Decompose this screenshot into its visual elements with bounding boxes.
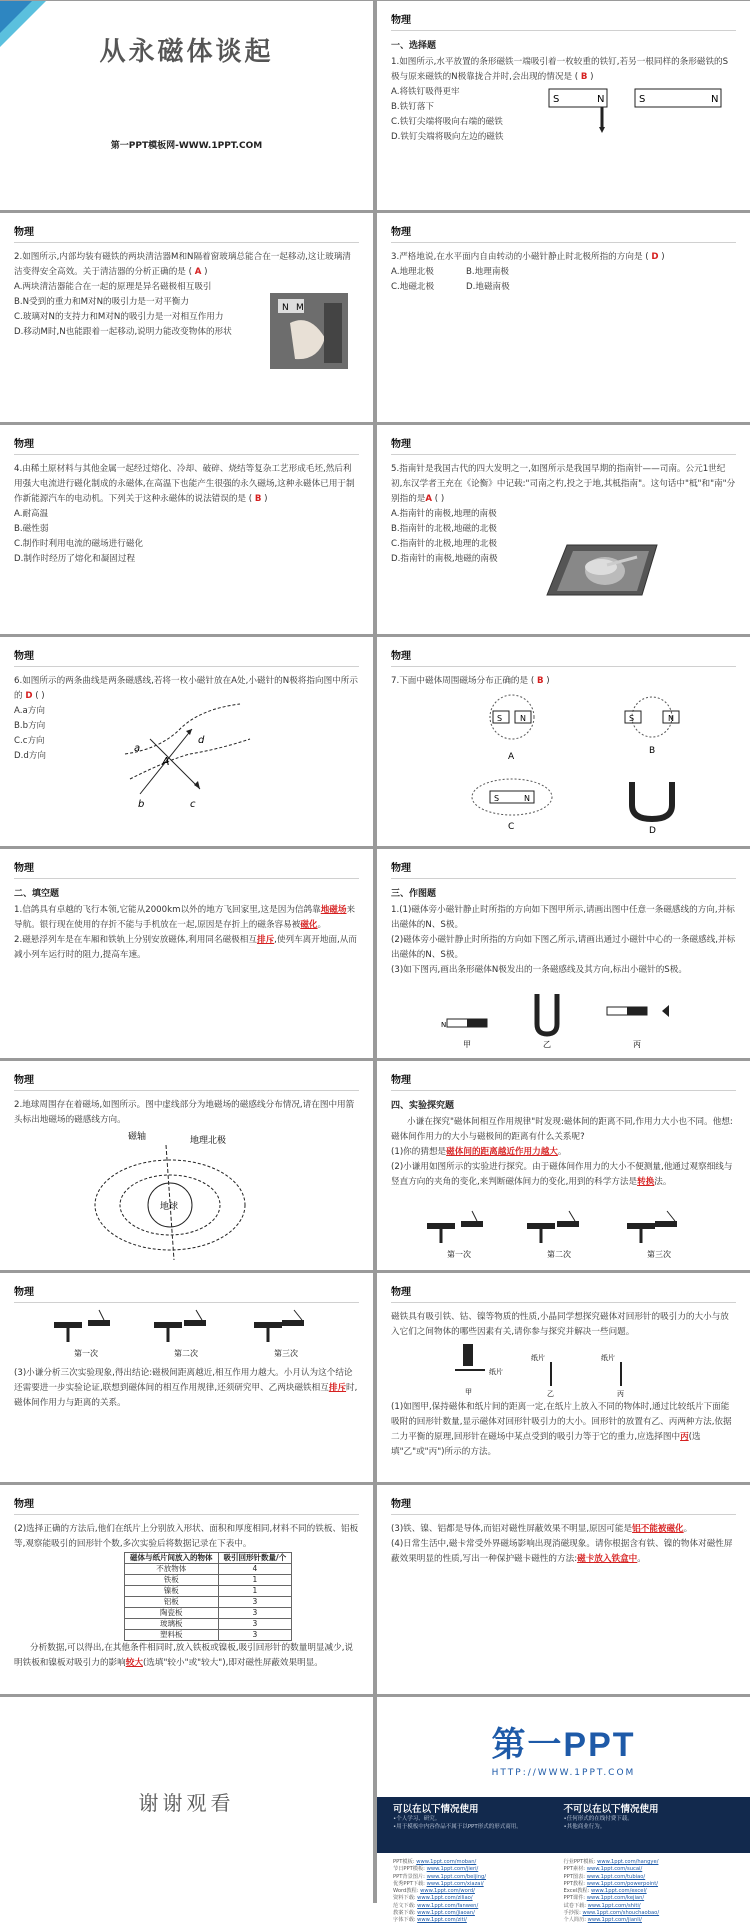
link-row: 节日PPT模板: www.1ppt.com/jieri/ <box>393 1866 479 1873</box>
ppt-logo-area <box>377 1697 750 1797</box>
slide-header: 物理 <box>14 1071 359 1091</box>
question-text: 1.信鸽具有卓越的飞行本领,它能从2000km以外的地方飞回家里,这是因为信鸽靠地磁场来导航。银行现在使用的存折不能与手机放在一起,原因是存折上的磁条容易被磁化。 <box>14 905 356 930</box>
slide-q3[interactable] <box>377 213 750 422</box>
options-list <box>14 507 359 567</box>
resource-link[interactable]: www.1ppt.com/shiti/ <box>587 1902 641 1909</box>
table-row: 不放物体 4 <box>125 1564 292 1575</box>
option: D.指南针的南极,地磁的南极 <box>391 554 498 564</box>
question-text: 2.磁悬浮列车是在车厢和铁轨上分别安放磁体,利用同名磁极相互排斥,使列车离开地面,从而减小列车运行时的阻力,提高车速。 <box>14 935 357 960</box>
slide-experiment-4[interactable] <box>0 1485 373 1694</box>
slide-header: 物理 <box>391 435 736 455</box>
svg-text:磁轴: 磁轴 <box>128 1132 147 1142</box>
options-list <box>14 704 134 764</box>
section-title: 一、选择题 <box>391 41 437 51</box>
drawing-figures <box>437 989 697 1051</box>
link-row: PPT课件: www.1ppt.com/kejian/ <box>563 1895 645 1902</box>
question-text: 5.指南针是我国古代的四大发明之一,如图所示是我国早期的指南针——司南。公元1世纪初,东汉学者王充在《论衡》中记载:"司南之杓,投之于地,其柢指南"。这句话中"柢"和"南"分别指的是A ( ) <box>391 464 736 504</box>
svg-text:c: c <box>190 799 196 810</box>
usage-bar: 可以在以下情况使用 •个人学习、研究。 •用于模板中内容作品不属于以PPT形式的形式商用。 不可以在以下情况使用 •任何形式的在线付费下载。 •其他商业行为。 <box>377 1797 750 1853</box>
svg-text:d: d <box>198 735 205 746</box>
slide-q7[interactable] <box>377 637 750 846</box>
paragraph: (4)日常生活中,磁卡常受外界磁场影响出现消磁现象。请你根据含有铁、镍的物体对磁性屏蔽效果明显的性质,写出一种保护磁卡磁性的方法:磁卡放入铁盒中。 <box>391 1539 733 1564</box>
link-row: PPT模板: www.1ppt.com/moban/ <box>393 1859 477 1865</box>
option: A.两块清洁器能合在一起的原理是异名磁极相互吸引 <box>14 282 212 292</box>
resource-link[interactable]: www.1ppt.com/jieri/ <box>426 1866 479 1873</box>
ppt-url[interactable]: HTTP://WWW.1PPT.COM <box>491 1767 636 1778</box>
link-row: 字体下载: www.1ppt.com/ziti/ <box>393 1917 467 1924</box>
question-text: 3.严格地说,在水平面内自由转动的小磁针静止时北极所指的方向是 ( D ) <box>391 252 665 262</box>
slide-header: 物理 <box>14 435 359 455</box>
section-title: 四、实验探究题 <box>391 1101 455 1111</box>
trials-figure <box>417 1211 717 1261</box>
link-row: PPT图表: www.1ppt.com/tubiao/ <box>563 1873 646 1880</box>
option: B.b方向 <box>14 721 46 731</box>
svg-text:甲: 甲 <box>465 1388 472 1396</box>
link-row: 手抄报: www.1ppt.com/shouchaobao/ <box>563 1910 660 1917</box>
resource-link[interactable]: www.1ppt.com/jiaoan/ <box>417 1910 475 1917</box>
option: A.耐高温 <box>14 509 49 519</box>
option: D.d方向 <box>14 751 46 761</box>
fill-answer: 丙 <box>680 1432 689 1442</box>
table-row: 镍板 1 <box>125 1586 292 1597</box>
option: A.地理北极 <box>391 267 434 277</box>
resource-link[interactable]: www.1ppt.com/beijing/ <box>426 1873 487 1880</box>
options-list <box>14 280 269 340</box>
options-list <box>391 507 531 567</box>
link-row: PPT背景图片: www.1ppt.com/beijing/ <box>393 1873 487 1880</box>
fill-answer: 较大 <box>125 1658 143 1668</box>
deck-subtitle: 第一PPT模板网-WWW.1PPT.COM <box>110 140 263 151</box>
question-text: 1.(1)磁体旁小磁针静止时所指的方向如下图甲所示,请画出图中任意一条磁感线的方向,并标出磁体的N、S极。 <box>391 905 735 930</box>
svg-text:A: A <box>508 752 515 762</box>
link-row: Word教程: www.1ppt.com/word/ <box>393 1888 475 1895</box>
option: B.N受到的重力和M对N的吸引力是一对平衡力 <box>14 297 189 307</box>
link-row: Excel教程: www.1ppt.com/excel/ <box>563 1888 647 1895</box>
slide-header: 物理 <box>14 647 359 667</box>
trials-figure <box>44 1310 344 1360</box>
slide-fill-blank[interactable] <box>0 849 373 1058</box>
slide-header: 物理 <box>391 223 736 243</box>
paperclip-figure <box>451 1342 681 1398</box>
resource-link[interactable]: www.1ppt.com/word/ <box>420 1888 475 1895</box>
svg-text:M: M <box>296 303 304 313</box>
link-row: PPT素材: www.1ppt.com/sucai/ <box>563 1866 643 1873</box>
slide-header: 物理 <box>391 859 736 879</box>
svg-text:A: A <box>162 755 170 768</box>
slide-q4[interactable] <box>0 425 373 634</box>
slide-q2[interactable] <box>0 213 373 422</box>
resource-link[interactable]: www.1ppt.com/powerpoint/ <box>586 1880 659 1887</box>
resource-link[interactable]: www.1ppt.com/ziti/ <box>417 1917 467 1924</box>
links-left <box>393 1859 564 1925</box>
slide-q1[interactable] <box>377 1 750 210</box>
paragraph: (1)如图甲,保持磁体和纸片间的距离一定,在纸片上放入不同的物体时,通过比较纸片下面能吸附的回形针数量,显示磁体对回形针吸引力的大小。回形针的放置有乙、丙两种方法,依据二力平衡的原理,回形针在磁场中某点受到的吸引力等于它的重力,应选择图中丙(选填"乙"或"丙")所示的方法。 <box>391 1402 732 1457</box>
svg-text:N: N <box>597 94 605 105</box>
svg-text:N: N <box>668 714 674 723</box>
slide-title[interactable] <box>0 1 373 210</box>
table-row: 玻璃板 3 <box>125 1619 292 1630</box>
option: C.c方向 <box>14 736 45 746</box>
option: B.磁性弱 <box>14 524 49 534</box>
table-row: 陶瓷板 3 <box>125 1608 292 1619</box>
resource-link[interactable]: www.1ppt.com/hangye/ <box>597 1859 659 1865</box>
svg-text:C: C <box>508 822 515 832</box>
svg-text:S: S <box>497 714 503 723</box>
resource-link[interactable]: www.1ppt.com/tubiao/ <box>586 1873 646 1880</box>
thanks-text: 谢谢观看 <box>138 1791 235 1815</box>
resource-link[interactable]: www.1ppt.com/xiazai/ <box>426 1880 484 1887</box>
table-row: 塑料板 3 <box>125 1630 292 1641</box>
link-row: 资料下载: www.1ppt.com/ziliao/ <box>393 1895 473 1902</box>
svg-text:纸片: 纸片 <box>489 1368 503 1376</box>
paragraph: 磁铁具有吸引铁、钴、镍等物质的性质,小晶同学想探究磁体对回形针的吸引力的大小与放入它们之间物体的哪些因素有关,请你参与探究并解决一些问题。 <box>391 1312 729 1337</box>
option: D.制作时经历了熔化和凝固过程 <box>14 554 136 564</box>
svg-text:乙: 乙 <box>543 1040 551 1049</box>
option: A.指南针的南极,地理的南极 <box>391 509 497 519</box>
link-row: 个人简历: www.1ppt.com/jianli/ <box>563 1917 642 1924</box>
svg-text:N: N <box>441 1021 447 1029</box>
question-text: (2)磁体旁小磁针静止时所指的方向如下图乙所示,请画出通过小磁针中心的一条磁感线,并标出磁体的N、S极。 <box>391 935 736 960</box>
svg-text:地理北极: 地理北极 <box>190 1136 227 1146</box>
slide-header: 物理 <box>391 1071 736 1091</box>
fill-answer: 磁化 <box>300 920 318 930</box>
ppt-logo: 第一PPT <box>491 1725 636 1764</box>
resource-link[interactable]: www.1ppt.com/shouchaobao/ <box>582 1910 660 1917</box>
paragraph: (3)铁、镍、铝都是导体,而铝对磁性屏蔽效果不明显,原因可能是铝不能被磁化。 <box>391 1524 693 1534</box>
earth-field-figure <box>90 1125 290 1265</box>
option: C.玻璃对N的支持力和M对N的吸引力是一对相互作用力 <box>14 312 224 322</box>
svg-text:丙: 丙 <box>633 1040 641 1049</box>
svg-text:D: D <box>649 826 656 836</box>
question-text: (3)如下图丙,画出条形磁体N极发出的一条磁感线及其方向,标出小磁针的S极。 <box>391 965 687 975</box>
magnet-field-options <box>417 687 717 837</box>
question-text: 4.由稀土原材料与其他金属一起经过熔化、冷却、破碎、烧结等复杂工艺形成毛坯,然后利用强大电流进行磁化制成的永磁体,在高温下也能产生很强的永久磁场,这种永磁体已用于制作新能源汽车的电动机。下列关于这种永磁体的说法错误的是 ( B ) <box>14 464 355 504</box>
question-text: 2.地球周围存在着磁场,如图所示。图中虚线部分为地磁场的磁感线分布情况,请在图中用箭头标出地磁场的磁感线方向。 <box>14 1100 355 1125</box>
svg-text:S: S <box>639 94 646 105</box>
field-lines-figure <box>120 699 260 809</box>
section-title: 二、填空题 <box>14 889 60 899</box>
fill-answer: 磁体间的距离越近作用力越大 <box>446 1147 558 1157</box>
question-text: 6.如图所示的两条曲线是两条磁感线,若将一枚小磁针放在A处,小磁针的N极将指向图中所示的 D ( ) <box>14 676 358 701</box>
options-list <box>391 265 541 295</box>
fill-answer: 铝不能被磁化 <box>632 1524 684 1534</box>
paragraph: (1)你的猜想是磁体间的距离越近作用力越大。 <box>391 1147 567 1157</box>
svg-text:第二次: 第二次 <box>547 1250 571 1259</box>
slide-header: 物理 <box>391 647 736 667</box>
svg-text:N: N <box>711 94 719 105</box>
option: D.移动M时,N也能跟着一起移动,说明力能改变物体的形状 <box>14 327 232 337</box>
svg-text:丙: 丙 <box>617 1390 624 1398</box>
answer: A <box>425 494 433 504</box>
slide-header: 物理 <box>14 1283 359 1303</box>
slide-drawing[interactable] <box>377 849 750 1058</box>
svg-text:N: N <box>520 714 526 723</box>
cleaner-photo <box>270 293 348 369</box>
resource-link[interactable]: www.1ppt.com/moban/ <box>416 1859 477 1865</box>
option: C.制作时利用电流的磁场进行磁化 <box>14 539 144 549</box>
paragraph: (3)小谦分析三次实验现象,得出结论:磁极间距离越近,相互作用力越大。小月认为这个结论还需要进一步实验论证,联想到磁体间的相互作用规律,还须研究甲、乙两块磁铁相互排斥时,磁体间作用力与距离的关系。 <box>14 1368 358 1408</box>
link-row: 行业PPT模板: www.1ppt.com/hangye/ <box>563 1859 659 1865</box>
slide-header: 物理 <box>391 11 736 31</box>
answer: D <box>25 691 33 701</box>
slide-q6[interactable] <box>0 637 373 846</box>
answer: B <box>254 494 262 504</box>
slide-q5[interactable] <box>377 425 750 634</box>
option: B.铁钉落下 <box>391 102 435 112</box>
resource-link[interactable]: www.1ppt.com/fanwen/ <box>417 1902 479 1909</box>
link-row: 范文下载: www.1ppt.com/fanwen/ <box>393 1902 479 1909</box>
can-use-title: 可以在以下情况使用 <box>393 1804 479 1815</box>
answer: B <box>580 72 588 82</box>
svg-text:第一次: 第一次 <box>74 1349 98 1358</box>
table-row: 铝板 3 <box>125 1597 292 1608</box>
corner-decoration-inner <box>0 1 32 33</box>
option: B.地理南极 <box>466 267 510 277</box>
svg-text:纸片: 纸片 <box>601 1354 615 1362</box>
question-text: 1.如图所示,水平放置的条形磁铁一端吸引着一枚较重的铁钉,若另一根同样的条形磁铁的S极与原来磁铁的N极靠拢合并时,会出现的情况是 ( B ) <box>391 57 729 82</box>
link-row: 优秀PPT下载: www.1ppt.com/xiazai/ <box>393 1880 484 1887</box>
option: D.地磁南极 <box>466 282 510 292</box>
resource-link[interactable]: www.1ppt.com/jianli/ <box>587 1917 642 1924</box>
question-text: 2.如图所示,内部均装有磁铁的两块清洁器M和N隔着窗玻璃总能合在一起移动,这让玻璃清洁变得安全高效。关于清洁器的分析正确的是 ( A ) <box>14 252 351 277</box>
paragraph: (2)小谦用如图所示的实验进行探究。由于磁体间作用力的大小不便测量,他通过观察细线与竖直方向的夹角的变化,来判断磁体间力的变化,用到的科学方法是转换法。 <box>391 1162 733 1187</box>
table-header: 磁体与纸片间放入的物体 <box>125 1553 219 1564</box>
table-header: 吸引回形针数量/个 <box>218 1553 292 1564</box>
slide-experiment-3[interactable] <box>377 1273 750 1482</box>
slide-header: 物理 <box>14 223 359 243</box>
fill-answer: 排斥 <box>256 935 275 945</box>
option: C.铁钉尖端将吸向右端的磁铁 <box>391 117 503 127</box>
svg-text:S: S <box>494 794 500 803</box>
link-row: 教案下载: www.1ppt.com/jiaoan/ <box>393 1910 475 1917</box>
fill-answer: 排斥 <box>328 1383 347 1393</box>
slide-experiment-5[interactable] <box>377 1485 750 1694</box>
paragraph: 小谦在探究"磁体间相互作用规律"时发现:磁体间的距离不同,作用力大小也不同。他想:磁体间作用力的大小与磁极间的距离有什么关系呢? <box>391 1117 733 1142</box>
slide-header: 物理 <box>14 859 359 879</box>
svg-text:N: N <box>524 794 530 803</box>
link-row: 试卷下载: www.1ppt.com/shiti/ <box>563 1902 641 1909</box>
question-text: 7.下面中磁体周围磁场分布正确的是 ( B ) <box>391 676 550 686</box>
links-right <box>564 1859 735 1925</box>
svg-text:第三次: 第三次 <box>647 1250 671 1259</box>
svg-text:S: S <box>553 94 560 105</box>
deck-title: 从永磁体谈起 <box>99 36 274 67</box>
slide-header: 物理 <box>391 1283 736 1303</box>
fill-answer: 转换 <box>637 1177 655 1187</box>
svg-text:乙: 乙 <box>547 1390 554 1398</box>
magnet-figure <box>547 87 737 137</box>
option: C.指南针的北极,地理的北极 <box>391 539 497 549</box>
paragraph: (2)选择正确的方法后,他们在纸片上分别放入形状、面积和厚度相同,材料不同的铁板、铝板等,观察能吸引的回形针个数,多次实验后将数据记录在下表中。 <box>14 1524 359 1549</box>
svg-text:S: S <box>629 714 635 723</box>
svg-text:第三次: 第三次 <box>274 1349 298 1358</box>
links-grid <box>377 1853 750 1931</box>
slide-header: 物理 <box>391 1495 736 1515</box>
option: A.将铁钉吸得更牢 <box>391 87 460 97</box>
data-table <box>124 1552 292 1641</box>
svg-text:第二次: 第二次 <box>174 1349 198 1358</box>
cannot-use-title: 不可以在以下情况使用 <box>563 1804 659 1815</box>
svg-text:B: B <box>649 746 656 756</box>
option: D.铁钉尖端将吸向左边的磁铁 <box>391 132 504 142</box>
resource-link[interactable]: www.1ppt.com/sucai/ <box>586 1866 643 1873</box>
resource-link[interactable]: www.1ppt.com/kejian/ <box>586 1895 645 1902</box>
sinan-photo <box>537 535 667 605</box>
options-list <box>391 85 516 145</box>
option: B.指南针的北极,地磁的北极 <box>391 524 497 534</box>
table-row: 铁板 1 <box>125 1575 292 1586</box>
svg-text:第一次: 第一次 <box>447 1250 471 1259</box>
svg-text:地球: 地球 <box>160 1202 179 1212</box>
fill-answer: 磁卡放入铁盒中 <box>577 1554 638 1564</box>
resource-link[interactable]: www.1ppt.com/ziliao/ <box>417 1895 473 1902</box>
answer: B <box>536 676 544 686</box>
fill-answer: 地磁场 <box>320 905 347 915</box>
option: A.a方向 <box>14 706 45 716</box>
section-title: 三、作图题 <box>391 889 437 899</box>
svg-text:b: b <box>138 799 145 810</box>
slide-ppt-ad[interactable] <box>377 1697 750 1924</box>
slide-experiment-2[interactable] <box>0 1273 373 1482</box>
resource-link[interactable]: www.1ppt.com/excel/ <box>591 1888 647 1895</box>
svg-text:甲: 甲 <box>463 1040 471 1049</box>
slide-thanks[interactable] <box>0 1697 373 1906</box>
svg-text:a: a <box>134 743 141 754</box>
svg-text:纸片: 纸片 <box>531 1354 545 1362</box>
answer: D <box>651 252 659 262</box>
slide-experiment-1[interactable] <box>377 1061 750 1270</box>
paragraph: 分析数据,可以得出,在其他条件相同时,放入铁板或镍板,吸引回形针的数量明显减少,说明铁板和镍板对吸引力的影响较大(选填"较小"或"较大"),即对磁性屏蔽效果明显。 <box>14 1643 354 1668</box>
slide-header: 物理 <box>14 1495 359 1515</box>
svg-text:N: N <box>282 303 289 313</box>
link-row: PPT教程: www.1ppt.com/powerpoint/ <box>563 1880 659 1887</box>
option: C.地磁北极 <box>391 282 435 292</box>
slide-earth-field[interactable] <box>0 1061 373 1270</box>
answer: A <box>194 267 202 277</box>
